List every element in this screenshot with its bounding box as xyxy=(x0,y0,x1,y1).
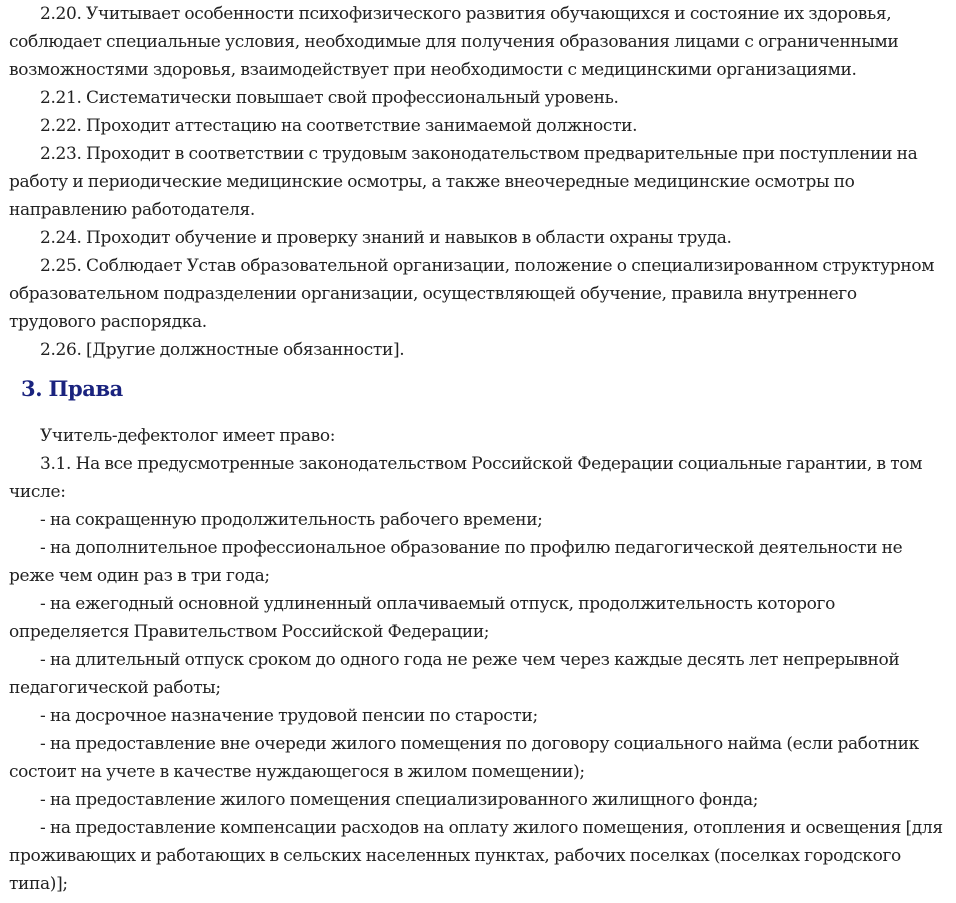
paragraph-2-21: 2.21. Систематически повышает свой профессиональный уровень. xyxy=(40,88,619,108)
document-body xyxy=(9,0,944,898)
paragraph-2-23: 2.23. Проходит в соответствии с трудовым законодательством предварительные при поступлении на работу и периодические медицинские осмотры, а также внеочередные медицинские осмотры по направлению работодателя. xyxy=(9,144,918,220)
paragraph-2-26: 2.26. [Другие должностные обязанности]. xyxy=(40,340,405,360)
paragraph-rights-intro: Учитель-дефектолог имеет право: xyxy=(40,426,336,446)
list-item-early-pension: - на досрочное назначение трудовой пенсии по старости; xyxy=(40,706,538,726)
section-title-rights: 3. Права xyxy=(21,376,123,401)
list-item-additional-education: - на дополнительное профессиональное образование по профилю педагогической деятельности не реже чем один раз в три года; xyxy=(9,538,903,586)
paragraph-2-20: 2.20. Учитывает особенности психофизического развития обучающихся и состояние их здоровья, соблюдает специальные условия, необходимые для получения образования лицами с ограниченными возможностями здоровья, взаимодействует при необходимости с медицинскими организациями. xyxy=(9,4,899,80)
list-item-social-housing: - на предоставление вне очереди жилого помещения по договору социального найма (если работник состоит на учете в качестве нуждающегося в жилом помещении); xyxy=(9,734,919,782)
paragraph-3-1: 3.1. На все предусмотренные законодательством Российской Федерации социальные гарантии, в том числе: xyxy=(9,454,923,502)
list-item-reduced-hours: - на сокращенную продолжительность рабочего времени; xyxy=(40,510,543,530)
paragraph-2-22: 2.22. Проходит аттестацию на соответствие занимаемой должности. xyxy=(40,116,638,136)
paragraph-2-25: 2.25. Соблюдает Устав образовательной организации, положение о специализированном структурном образовательном подразделении организации, осуществляющей обучение, правила внутреннего трудового распорядка. xyxy=(9,256,935,332)
paragraph-2-24: 2.24. Проходит обучение и проверку знаний и навыков в области охраны труда. xyxy=(40,228,732,248)
list-item-long-leave: - на длительный отпуск сроком до одного года не реже чем через каждые десять лет непрерывной педагогической работы; xyxy=(9,650,900,698)
list-item-specialized-housing: - на предоставление жилого помещения специализированного жилищного фонда; xyxy=(40,790,759,810)
list-item-annual-leave: - на ежегодный основной удлиненный оплачиваемый отпуск, продолжительность которого определяется Правительством Российской Федерации; xyxy=(9,594,835,642)
list-item-housing-compensation: - на предоставление компенсации расходов на оплату жилого помещения, отопления и освещения [для проживающих и работающих в сельских населенных пунктах, рабочих поселках (поселках городского типа)]; xyxy=(9,818,943,894)
